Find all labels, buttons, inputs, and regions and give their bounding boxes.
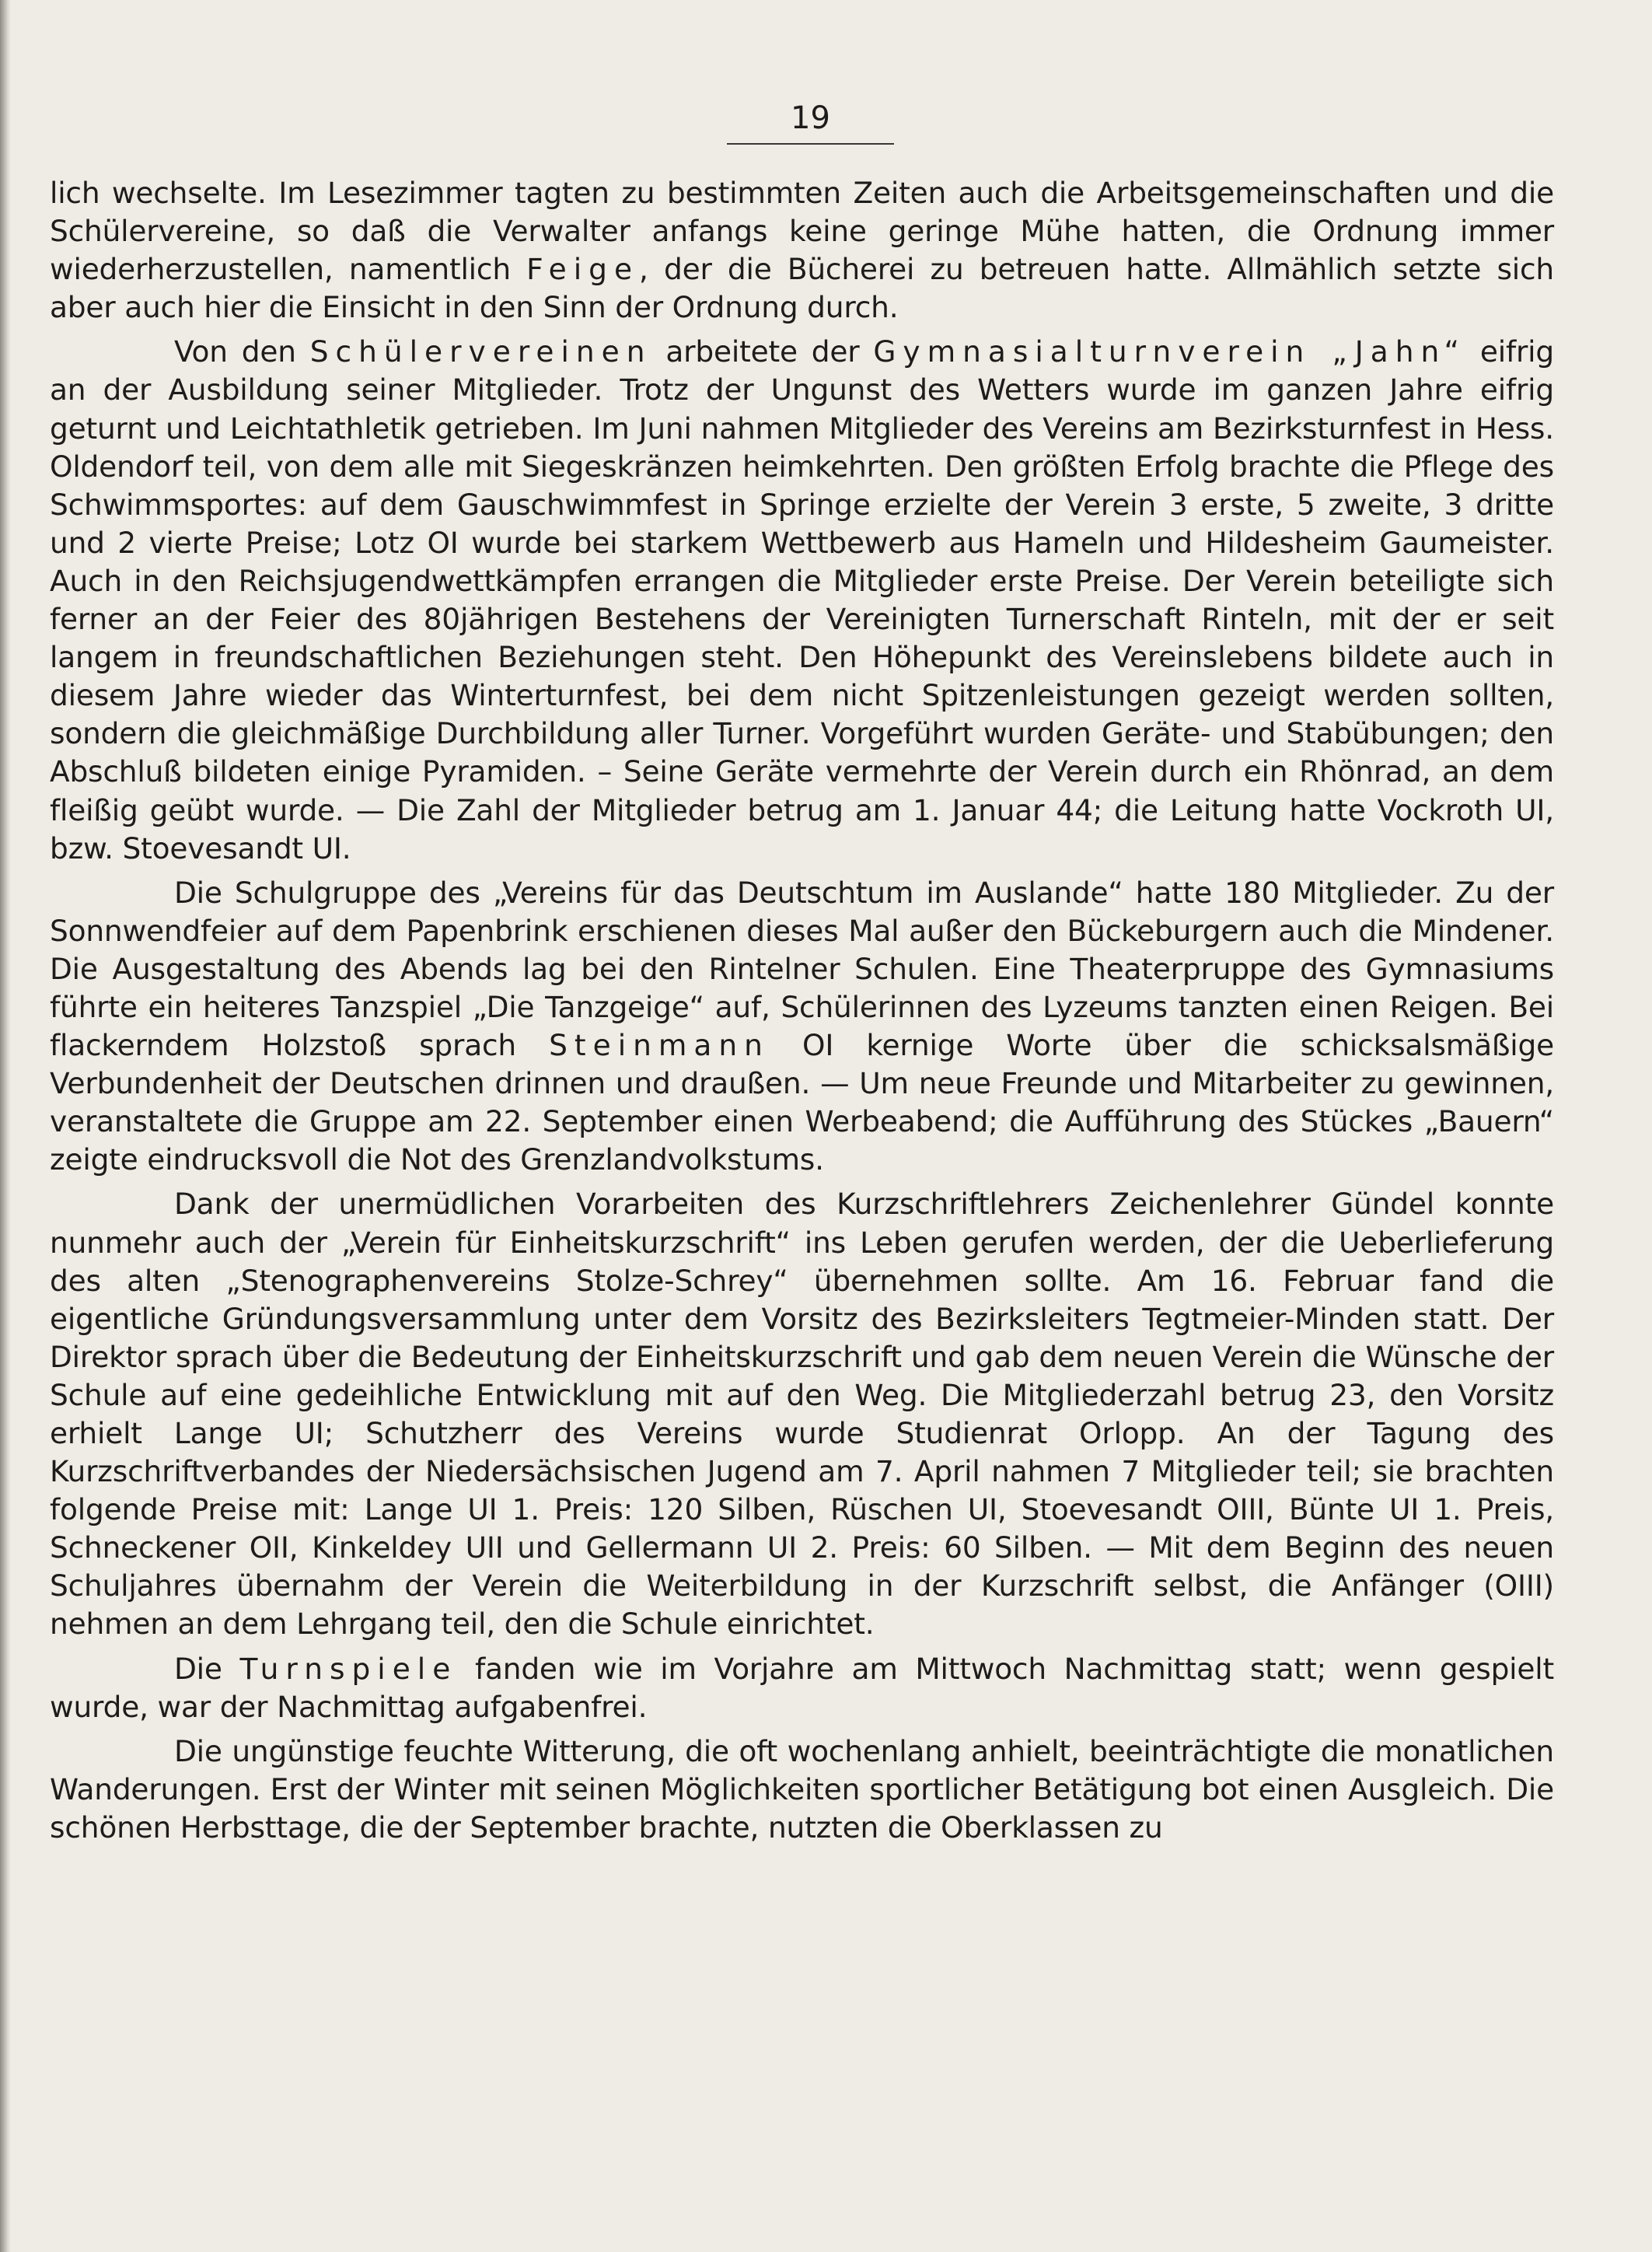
text-segment: Die Schulgruppe des „Vereins für das Deutschtum im Auslande“ hatte 180 Mitglieder. Zu der Sonnwendfeier auf dem Papenbrink erschienen dieses Mal außer den Bückeburgern auch die Mindener. Die Ausgestaltung des Abends lag bei den Rintelner Schulen. Eine Theaterpruppe des Gymnasiums führte ein heiteres Tanzspiel „Die Tanzgeige“ auf, Schülerinnen des Lyzeums tanzten einen Reigen. Bei flackerndem Holzstoß sprach	[50, 875, 1554, 1063]
paragraph	[50, 874, 1554, 1180]
body-text	[50, 174, 1554, 1853]
header-rule	[727, 143, 894, 145]
text-segment: Die ungünstige feuchte Witterung, die oft wochenlang anhielt, beeinträchtigte die monatlichen Wanderungen. Erst der Winter mit seinen Möglichkeiten sportlicher Betätigung bot einen Ausgleich. Die schönen Herbsttage, die der September brachte, nutzten die Oberklassen zu	[50, 1733, 1554, 1845]
spaced-emphasis: Steinmann	[549, 1028, 770, 1063]
text-segment: Die	[174, 1651, 240, 1686]
text-segment: OI kernige Worte über die schicksalsmäßige Verbundenheit der Deutschen drinnen und draußen. — Um neue Freunde und Mitarbeiter zu gewinnen, veranstaltete die Gruppe am 22. September einen Werbeabend; die Aufführung des Stückes „Bauern“ zeigte eindrucksvoll die Not des Grenzlandvolkstums.	[50, 1028, 1554, 1177]
paragraph	[50, 333, 1554, 867]
spaced-emphasis: Gymnasialturnverein „Jahn“	[873, 334, 1466, 369]
text-segment: eifrig an der Ausbildung seiner Mitglieder. Trotz der Ungunst des Wetters wurde im ganzen Jahre eifrig geturnt und Leichtathletik getrieben. Im Juni nahmen Mitglieder des Vereins am Bezirksturnfest in Hess. Oldendorf teil, von dem alle mit Siegeskränzen heimkehrten. Den größten Erfolg brachte die Pflege des Schwimmsportes: auf dem Gauschwimmfest in Springe erzielte der Verein 3 erste, 5 zweite, 3 dritte und 2 vierte Preise; Lotz OI wurde bei starkem Wettbewerb aus Hameln und Hildesheim Gaumeister. Auch in den Reichsjugendwettkämpfen errangen die Mitglieder erste Preise. Der Verein beteiligte sich ferner an der Feier des 80jährigen Bestehens der Vereinigten Turnerschaft Rinteln, mit der er seit langem in freundschaftlichen Beziehungen steht. Den Höhepunkt des Vereinslebens bildete auch in diesem Jahre wieder das Winterturnfest, bei dem nicht Spitzenleistungen gezeigt werden sollten, sondern die gleichmäßige Durchbildung aller Turner. Vorgeführt wurden Geräte- und Stabübungen; den Abschluß bildeten einige Pyramiden. – Seine Geräte vermehrte der Verein durch ein Rhönrad, an dem fleißig geübt wurde. — Die Zahl der Mitglieder betrug am 1. Januar 44; die Leitung hatte Vockroth UI, bzw. Stoevesandt UI.	[50, 334, 1555, 865]
spaced-emphasis: Schülervereinen	[309, 334, 652, 369]
text-segment: lich wechselte. Im Lesezimmer tagten zu bestimmten Zeiten auch die Arbeitsgemeinschaften und die Schülervereine, so daß die Verwalter anfangs keine geringe Mühe hatten, die Ordnung immer wiederherzustellen, namentlich	[50, 176, 1554, 287]
paragraph	[50, 1733, 1554, 1847]
page-header	[727, 100, 894, 145]
text-segment: , der die Bücherei zu betreuen hatte. Allmählich setzte sich aber auch hier die Einsicht in den Sinn der Ordnung durch.	[50, 252, 1554, 325]
text-segment: fanden wie im Vorjahre am Mittwoch Nachmittag statt; wenn gespielt wurde, war der Nachmittag aufgabenfrei.	[50, 1651, 1554, 1724]
text-segment: arbeitete der	[651, 334, 874, 369]
spaced-emphasis: Turnspiele	[239, 1651, 458, 1686]
binding-edge	[0, 0, 11, 2252]
text-segment: Dank der unermüdlichen Vorarbeiten des Kurzschriftlehrers Zeichenlehrer Gündel konnte nunmehr auch der „Verein für Einheitskurzschrift“ ins Leben gerufen werden, der die Ueberlieferung des alten „Stenographenvereins Stolze-Schrey“ übernehmen sollte. Am 16. Februar fand die eigentliche Gründungsversammlung unter dem Vorsitz des Bezirksleiters Tegtmeier-Minden statt. Der Direktor sprach über die Bedeutung der Einheitskurzschrift und gab dem neuen Verein die Wünsche der Schule auf eine gedeihliche Entwicklung mit auf den Weg. Die Mitgliederzahl betrug 23, den Vorsitz erhielt Lange UI; Schutzherr des Vereins wurde Studienrat Orlopp. An der Tagung des Kurzschriftverbandes der Niedersächsischen Jugend am 7. April nahmen 7 Mitglieder teil; sie brachten folgende Preise mit: Lange UI 1. Preis: 120 Silben, Rüschen UI, Stoevesandt OIII, Bünte UI 1. Preis, Schneckener OII, Kinkeldey UII und Gellermann UI 2. Preis: 60 Silben. — Mit dem Beginn des neuen Schuljahres übernahm der Verein die Weiterbildung in der Kurzschrift selbst, die Anfänger (OIII) nehmen an dem Lehrgang teil, den die Schule einrichtet.	[50, 1187, 1554, 1642]
paragraph	[50, 1185, 1554, 1643]
page-number: 19	[791, 100, 830, 136]
paragraph	[50, 1650, 1554, 1726]
paragraph	[50, 174, 1554, 327]
spaced-emphasis: Feige	[526, 252, 640, 287]
text-segment: Von den	[174, 334, 310, 369]
